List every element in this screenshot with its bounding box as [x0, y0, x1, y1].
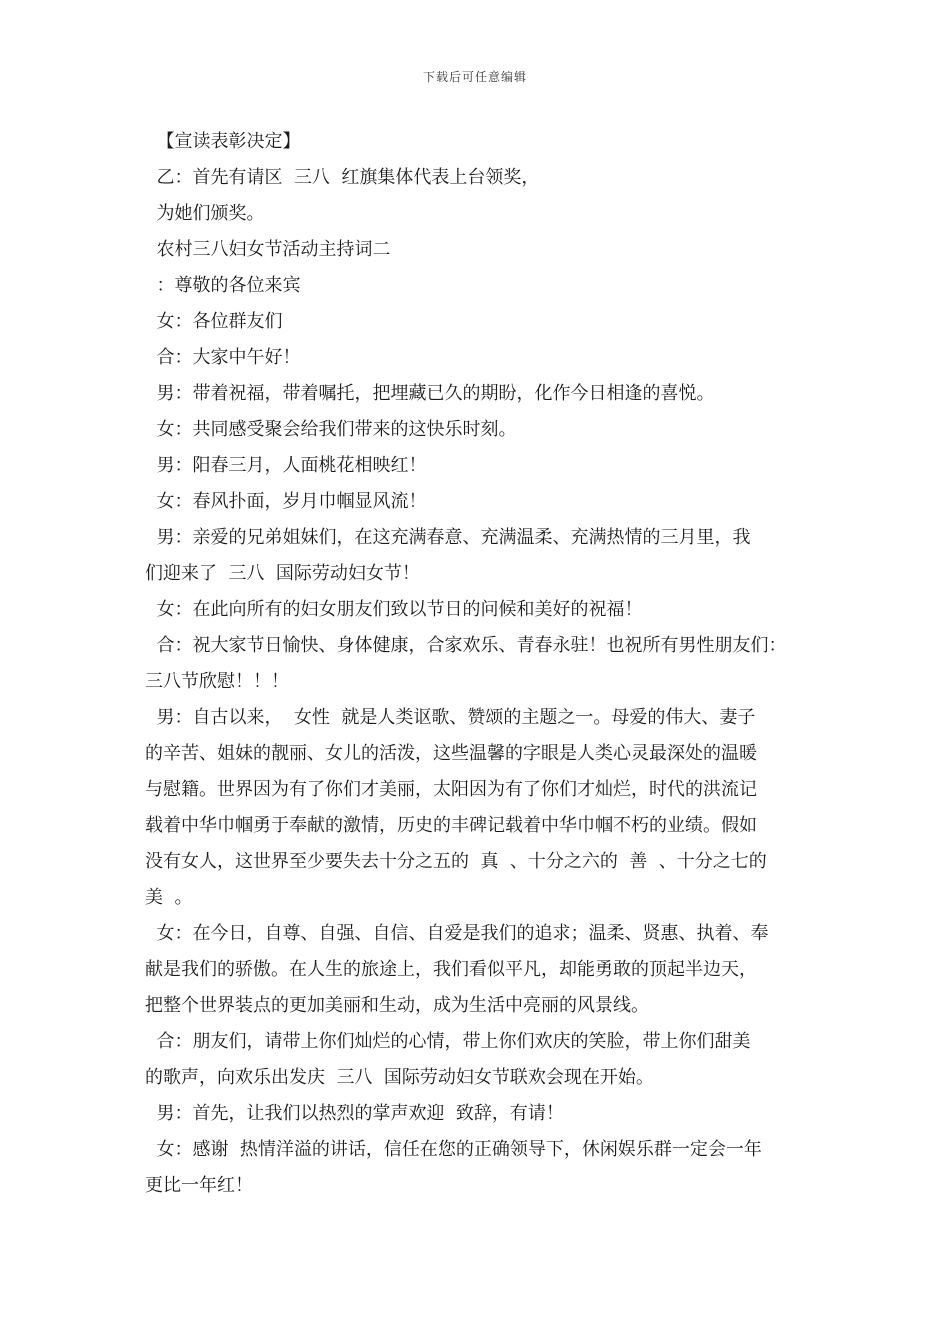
document-body — [145, 124, 817, 1204]
text-line: 【宣读表彰决定】 — [145, 131, 301, 152]
text-line: 的辛苦、姐妹的靓丽、女儿的活泼，这些温馨的字眼是人类心灵最深处的温暖 — [145, 743, 757, 764]
text-line: 男：带着祝福，带着嘱托，把埋藏已久的期盼，化作今日相逢的喜悦。 — [145, 383, 715, 404]
text-line: 乙：首先有请区 三八 红旗集体代表上台领奖， — [145, 167, 540, 188]
text-line: 男：亲爱的兄弟姐妹们，在这充满春意、充满温柔、充满热情的三月里，我 — [145, 527, 751, 548]
text-line: 把整个世界装点的更加美丽和生动，成为生活中亮丽的风景线。 — [145, 995, 649, 1016]
text-line: 女：在此向所有的妇女朋友们致以节日的问候和美好的祝福！ — [145, 599, 643, 620]
text-line: 更比一年红！ — [145, 1175, 253, 1196]
text-line: 女：春风扑面，岁月巾帼显风流！ — [145, 491, 427, 512]
text-line: 男：首先，让我们以热烈的掌声欢迎 致辞，有请！ — [145, 1103, 564, 1124]
text-line: 为她们颁奖。 — [145, 203, 265, 224]
text-line: 男：自古以来， 女性 就是人类讴歌、赞颂的主题之一。母爱的伟大、妻子 — [145, 707, 756, 728]
text-line: 女：在今日，自尊、自强、自信、自爱是我们的追求；温柔、贤惠、执着、奉 — [145, 923, 769, 944]
text-line: 合：朋友们，请带上你们灿烂的心情，带上你们欢庆的笑脸，带上你们甜美 — [145, 1031, 751, 1052]
text-line: 女：共同感受聚会给我们带来的这快乐时刻。 — [145, 419, 517, 440]
text-line: 们迎来了 三八 国际劳动妇女节！ — [145, 563, 420, 584]
text-line: 没有女人，这世界至少要失去十分之五的 真 、十分之六的 善 、十分之七的 — [145, 851, 767, 872]
text-line: 合：祝大家节日愉快、身体健康，合家欢乐、青春永驻！也祝所有男性朋友们： — [145, 635, 787, 656]
text-line: 与慰籍。世界因为有了你们才美丽，太阳因为有了你们才灿烂，时代的洪流记 — [145, 779, 757, 800]
page-header: 下载后可任意编辑 — [422, 70, 527, 84]
text-line: 载着中华巾帼勇于奉献的激情，历史的丰碑记载着中华巾帼不朽的业绩。假如 — [145, 815, 757, 836]
text-line: 男：阳春三月，人面桃花相映红！ — [145, 455, 427, 476]
text-line: ：尊敬的各位来宾 — [145, 275, 301, 296]
text-line: 女：感谢 热情洋溢的讲话，信任在您的正确领导下，休闲娱乐群一定会一年 — [145, 1139, 762, 1160]
text-line: 农村三八妇女节活动主持词二 — [145, 239, 391, 260]
text-line: 女：各位群友们 — [145, 311, 283, 332]
text-line: 献是我们的骄傲。在人生的旅途上，我们看似平凡，却能勇敢的顶起半边天， — [145, 959, 757, 980]
text-line: 美 。 — [145, 887, 193, 908]
text-line: 的歌声，向欢乐出发庆 三八 国际劳动妇女节联欢会现在开始。 — [145, 1067, 654, 1088]
text-line: 合：大家中午好！ — [145, 347, 301, 368]
text-line: 三八节欣慰！！！ — [145, 671, 289, 692]
